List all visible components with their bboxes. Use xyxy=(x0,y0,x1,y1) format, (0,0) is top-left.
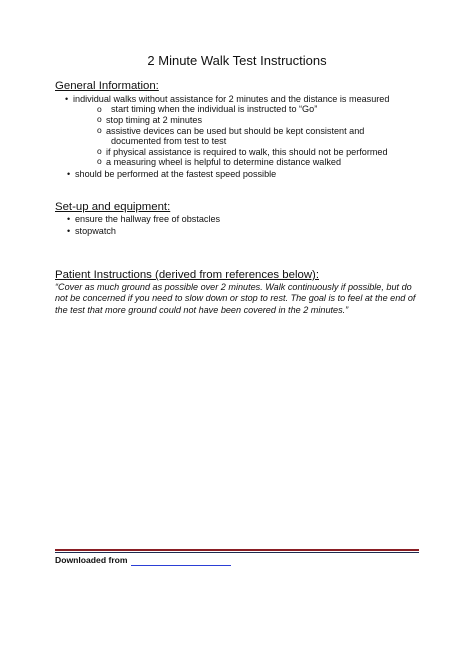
page-title: 2 Minute Walk Test Instructions xyxy=(147,53,327,68)
general-information-heading: General Information: xyxy=(55,80,159,92)
general-subitem-4: o if physical assistance is required to walk, this should not be performed xyxy=(106,147,388,158)
patient-instructions-heading: Patient Instructions (derived from references below): xyxy=(55,269,319,281)
general-subitem-1: start timing when the individual is instructed to “Go” xyxy=(111,104,318,114)
setup-bullet-2: • stopwatch xyxy=(75,226,116,237)
general-subitem-5: o a measuring wheel is helpful to determine distance walked xyxy=(106,157,341,168)
general-subitem-3-continued: documented from test to test xyxy=(111,136,227,146)
setup-heading: Set-up and equipment: xyxy=(55,201,171,213)
downloaded-from-link[interactable] xyxy=(131,565,231,566)
circle-bullet-icon: o xyxy=(97,104,102,114)
general-bullet-2: • should be performed at the fastest speed possible xyxy=(75,169,276,180)
setup-bullet-1: • ensure the hallway free of obstacles xyxy=(75,214,220,225)
general-subitem-2: o stop timing at 2 minutes xyxy=(106,115,202,126)
footer-rule-red xyxy=(55,549,419,551)
general-bullet-1: • individual walks without assistance for 2 minutes and the distance is measured xyxy=(73,94,389,105)
patient-instructions-quote: “Cover as much ground as possible over 2 minutes. Walk continuously if possible, but do not be concerned if you need to slow down or stop to rest. The goal is to feel at the end of the test that more ground could not have been covered in the 2 minutes.” xyxy=(55,282,416,315)
footer-rule-dark xyxy=(55,552,419,553)
downloaded-from-label: Downloaded from xyxy=(55,555,128,565)
general-subitem-3: o assistive devices can be used but should be kept consistent and xyxy=(106,126,364,137)
